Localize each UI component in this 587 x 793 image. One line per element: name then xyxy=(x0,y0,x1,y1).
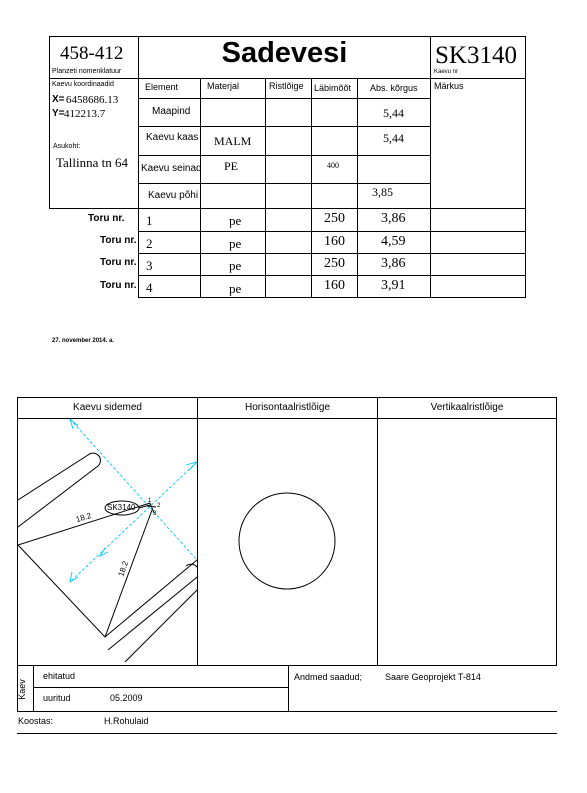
pipe-diameter: 160 xyxy=(324,234,345,249)
pipe-material: pe xyxy=(229,213,242,228)
row-diameter: 400 xyxy=(327,161,339,170)
row-material: MALM xyxy=(214,134,252,148)
pipe-diameter: 160 xyxy=(324,278,345,293)
pipe-material: pe xyxy=(229,236,242,251)
pipe-diameter: 250 xyxy=(324,211,345,226)
manhole-circle xyxy=(239,493,335,589)
side-label: Kaev xyxy=(16,679,27,700)
row-abs-height: 5,44 xyxy=(383,131,404,145)
location-value: Tallinna tn 64 xyxy=(56,155,129,170)
pipe-mark: 2 xyxy=(157,503,161,509)
author-value: H.Rohulaid xyxy=(104,716,149,726)
col-header-abs-height: Abs. kõrgus xyxy=(370,83,418,93)
row-material: PE xyxy=(224,159,239,173)
pipe-diameter: 250 xyxy=(324,256,345,271)
col-header-cross-section: Ristlõige xyxy=(269,81,304,91)
pipe-mark: 1 xyxy=(148,498,152,504)
pipe-label: Toru nr. xyxy=(100,257,137,268)
well-label: SK3140 xyxy=(107,503,136,512)
map-number-label: Planzeti nomenklatuur xyxy=(52,68,122,75)
pipe-abs-height: 4,59 xyxy=(381,234,406,249)
col-header-remarks: Märkus xyxy=(434,81,464,91)
document-date: 27. november 2014. a. xyxy=(52,338,115,344)
row-element: Maapind xyxy=(152,106,191,117)
pipe-number: 1 xyxy=(146,213,153,228)
y-value: 412213.7 xyxy=(64,108,106,120)
well-id: SK3140 xyxy=(435,42,517,69)
row-element: Kaevu seinad xyxy=(141,163,202,174)
panel-title-connections: Kaevu sidemed xyxy=(73,402,142,413)
coordinates-label: Kaevu koordinaadid xyxy=(52,81,114,88)
source-value: Saare Geoprojekt T-814 xyxy=(385,672,481,682)
col-header-diameter: Läbimõõt xyxy=(314,83,352,93)
source-label: Andmed saadud; xyxy=(294,672,363,682)
pipe-material: pe xyxy=(229,281,242,296)
pipe-label: Toru nr. xyxy=(100,280,137,291)
pipe-number: 3 xyxy=(146,258,153,273)
dimension-label: 18.2 xyxy=(74,510,93,525)
y-label: Y= xyxy=(52,108,65,119)
panel-title-vertical: Vertikaalristlõige xyxy=(430,402,504,413)
row-element: Kaevu põhi xyxy=(148,190,199,201)
pipe-label: Toru nr. xyxy=(100,235,137,246)
pipe-abs-height: 3,86 xyxy=(381,256,406,271)
col-header-material: Materjal xyxy=(207,81,240,91)
pipe-mark: 3 xyxy=(153,511,157,517)
x-label: X= xyxy=(52,94,65,105)
well-id-label: Kaevu nr xyxy=(434,69,459,75)
row-element: Kaevu kaas xyxy=(146,132,199,143)
row-abs-height: 3,85 xyxy=(372,185,393,199)
dimension-label: 18.2 xyxy=(116,559,131,578)
pipe-number: 4 xyxy=(146,280,153,295)
x-value: 6458686.13 xyxy=(66,94,119,106)
surveyed-label: uuritud xyxy=(43,693,71,703)
row-abs-height: 5,44 xyxy=(383,106,404,120)
pipe-abs-height: 3,86 xyxy=(381,211,406,226)
location-label: Asukoht: xyxy=(53,143,81,150)
pipe-abs-height: 3,91 xyxy=(381,278,406,293)
col-header-element: Element xyxy=(145,82,179,92)
pipe-label: Toru nr. xyxy=(88,213,125,224)
page-title: Sadevesi xyxy=(221,37,348,69)
surveyed-date: 05.2009 xyxy=(110,693,143,703)
panel-title-horizontal: Horisontaalristlõige xyxy=(244,402,331,413)
pipe-material: pe xyxy=(229,258,242,273)
pipe-number: 2 xyxy=(146,236,153,251)
built-label: ehitatud xyxy=(43,671,76,681)
map-number: 458-412 xyxy=(60,43,124,64)
author-label: Koostas: xyxy=(18,716,54,726)
